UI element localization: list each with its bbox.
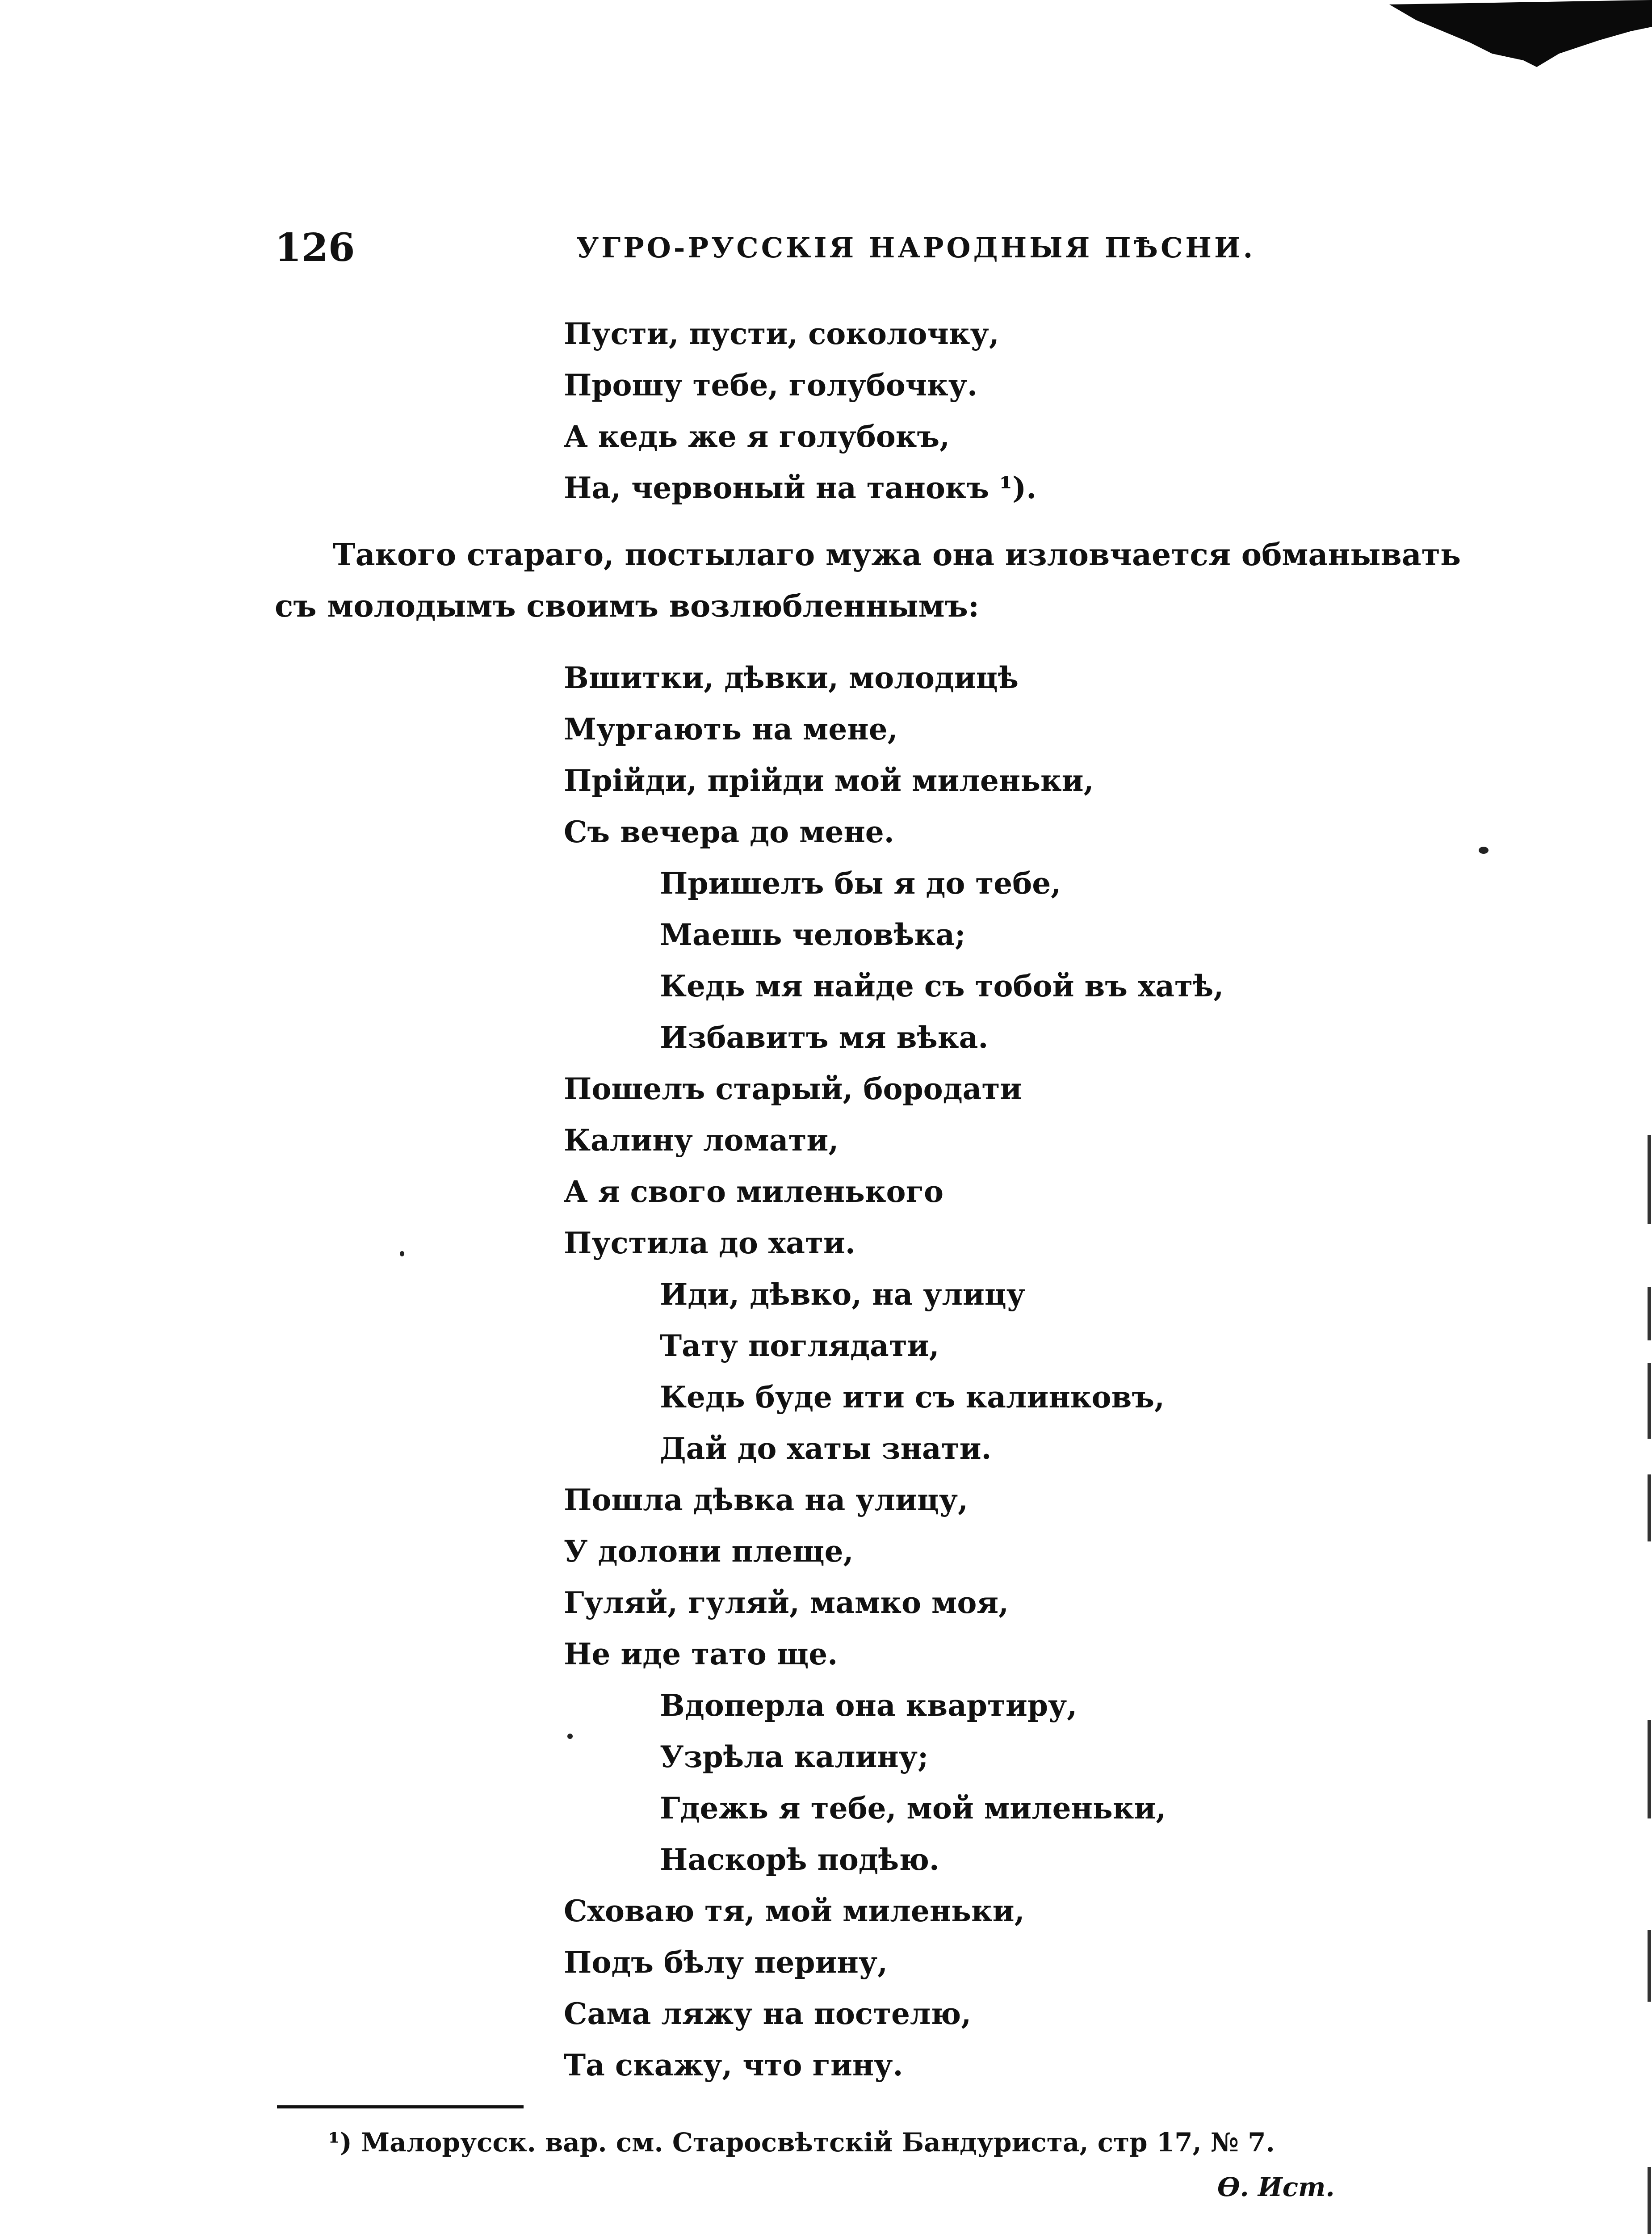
verse-line: Калину ломати, (564, 1123, 839, 1158)
verse-line-indented: Гдежь я тебе, мой миленьки, (660, 1791, 1166, 1826)
song-verse (564, 652, 1224, 2091)
verse-line: А кедь же я голубокъ, (564, 419, 950, 454)
verse-line: Сховаю тя, мой миленьки, (564, 1894, 1025, 1928)
scan-edge-mark (1648, 2167, 1651, 2234)
verse-line: Пошла дѣвка на улицу, (564, 1482, 968, 1517)
scan-edge-mark (1648, 1720, 1651, 1818)
scan-edge-mark (1648, 1363, 1651, 1439)
ink-blot-decoration (1389, 0, 1652, 67)
verse-line: Съ вечера до мене. (564, 815, 894, 849)
verse-line-indented: Маешь человѣка; (660, 917, 966, 952)
verse-line: Пустила до хати. (564, 1226, 855, 1260)
prose-paragraph (275, 529, 1461, 632)
scan-edge-mark (1648, 1930, 1651, 2002)
footnote-signature: Ѳ. Ист. (1217, 2172, 1335, 2202)
verse-stanza-1 (564, 308, 1036, 514)
prose-line: съ молодымъ своимъ возлюбленнымъ: (275, 588, 979, 624)
verse-line-indented: Избавитъ мя вѣка. (660, 1020, 989, 1055)
verse-line: У долони плеще, (564, 1534, 854, 1569)
verse-line: Сама ляжу на постелю, (564, 1996, 972, 2031)
verse-line: Не иде тато ще. (564, 1637, 838, 1671)
verse-line: Мургають на мене, (564, 712, 898, 747)
verse-line: Та скажу, что гину. (564, 2048, 903, 2083)
verse-line-indented: Наскорѣ подѣю. (660, 1842, 939, 1877)
verse-line: Подъ бѣлу перину, (564, 1945, 888, 1980)
scan-edge-mark (1648, 1135, 1651, 1224)
scan-edge-mark (1648, 1474, 1651, 1541)
verse-line-indented: Кедь мя найде съ тобой въ хатѣ, (660, 969, 1224, 1004)
verse-line: На, червоный на танокъ ¹). (564, 470, 1037, 505)
verse-line-indented: Дай до хаты знати. (660, 1431, 992, 1466)
verse-line-indented: Вдоперла она квартиру, (660, 1688, 1078, 1723)
ink-speck (400, 1251, 404, 1256)
verse-line: А я свого миленького (564, 1174, 944, 1209)
verse-line: Гуляй, гуляй, мамко моя, (564, 1585, 1009, 1620)
scan-edge-mark (1648, 1287, 1651, 1340)
page-header (0, 223, 1652, 273)
verse-line: Пусти, пусти, соколочку, (564, 316, 999, 351)
ink-speck (567, 1734, 573, 1739)
running-title: УГРО-РУССКІЯ НАРОДНЫЯ ПѢСНИ. (576, 231, 1256, 264)
footnote-rule (277, 2105, 524, 2108)
ink-speck (1479, 847, 1488, 854)
verse-line: Прійди, прійди мой миленьки, (564, 763, 1094, 798)
verse-line-indented: Иди, дѣвко, на улицу (660, 1277, 1025, 1312)
verse-line-indented: Кедь буде ити съ калинковъ, (660, 1380, 1165, 1415)
verse-line-indented: Узрѣла калину; (660, 1739, 929, 1774)
verse-line: Вшитки, дѣвки, молодицѣ (564, 660, 1019, 695)
prose-line: Такого стараго, постылаго мужа она изловчается обманывать (333, 537, 1461, 573)
page-number: 126 (275, 225, 355, 270)
footnote: ¹) Малорусск. вар. см. Старосвѣтскій Бандуриста, стр 17, № 7. (328, 2127, 1275, 2158)
verse-line: Пошелъ старый, бородати (564, 1071, 1022, 1106)
verse-line-indented: Тату поглядати, (660, 1328, 939, 1363)
verse-line: Прошу тебе, голубочку. (564, 368, 977, 403)
verse-line-indented: Пришелъ бы я до тебе, (660, 866, 1061, 901)
